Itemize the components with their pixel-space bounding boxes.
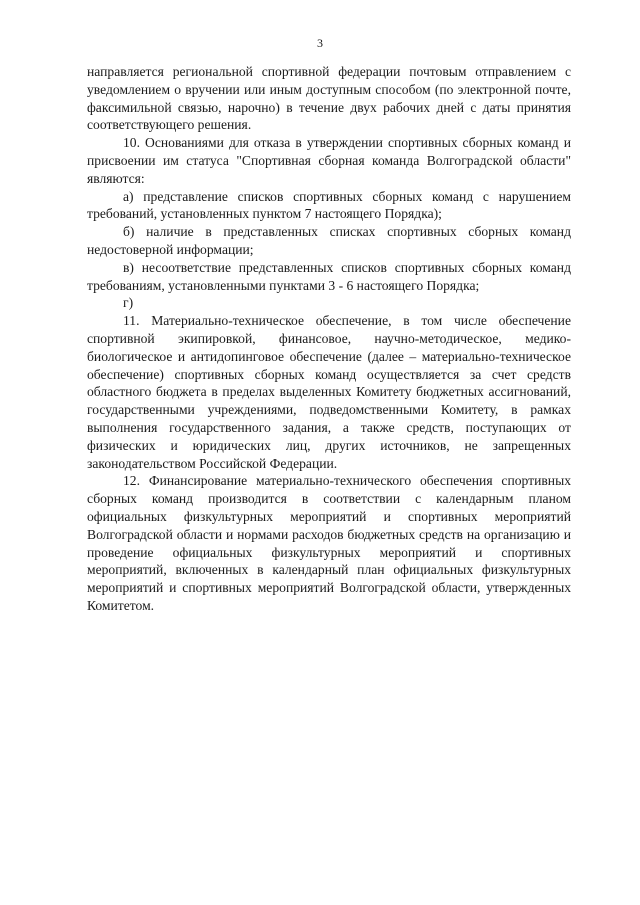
paragraph-10: 10. Основаниями для отказа в утверждении спортивных сборных команд и присвоении им статуса "Спортивная сборная команда Волгоградской области" являются: (87, 135, 571, 186)
document-body (87, 63, 571, 615)
paragraph-continuation: направляется региональной спортивной федерации почтовым отправлением с уведомлением о вручении или иным доступным способом (по электронной почте, факсимильной связью, нарочно) в течение двух рабочих дней с даты принятия соответствующего решения. (87, 64, 571, 133)
page-number: 3 (317, 36, 323, 50)
paragraph-10-g: г) (123, 295, 134, 311)
paragraph-12: 12. Финансирование материально-технического обеспечения спортивных сборных команд производится в соответствии с календарным планом официальных физкультурных мероприятий и спортивных мероприятий Волгоградской области и нормами расходов бюджетных средств на организацию и проведение официальных физкультурных мероприятий и спортивных мероприятий, включенных в календарный план официальных физкультурных мероприятий и спортивных мероприятий Волгоградской области, утвержденных Комитетом. (87, 473, 571, 613)
paragraph-10-b: б) наличие в представленных списках спортивных сборных команд недостоверной информации; (87, 224, 571, 257)
paragraph-10-a: а) представление списков спортивных сборных команд с нарушением требований, установленных пунктом 7 настоящего Порядка); (87, 188, 571, 222)
paragraph-11: 11. Материально-техническое обеспечение, в том числе обеспечение спортивной экипировкой, финансовое, научно-методическое, медико-биологическое и антидопинговое обеспечение (далее – материально-техническое обеспечение) спортивных сборных команд осуществляется за счет средств областного бюджета в пределах выделенных Комитету бюджетных ассигнований, государственными учреждениями, подведомственными Комитету, в рамках выполнения государственного задания, а также средств, поступающих от физических и юридических лиц, других источников, не запрещенных законодательством Российской Федерации. (87, 313, 571, 471)
paragraph-10-v: в) несоответствие представленных списков спортивных сборных команд требованиям, установленными пунктами 3 - 6 настоящего Порядка; (87, 259, 571, 293)
